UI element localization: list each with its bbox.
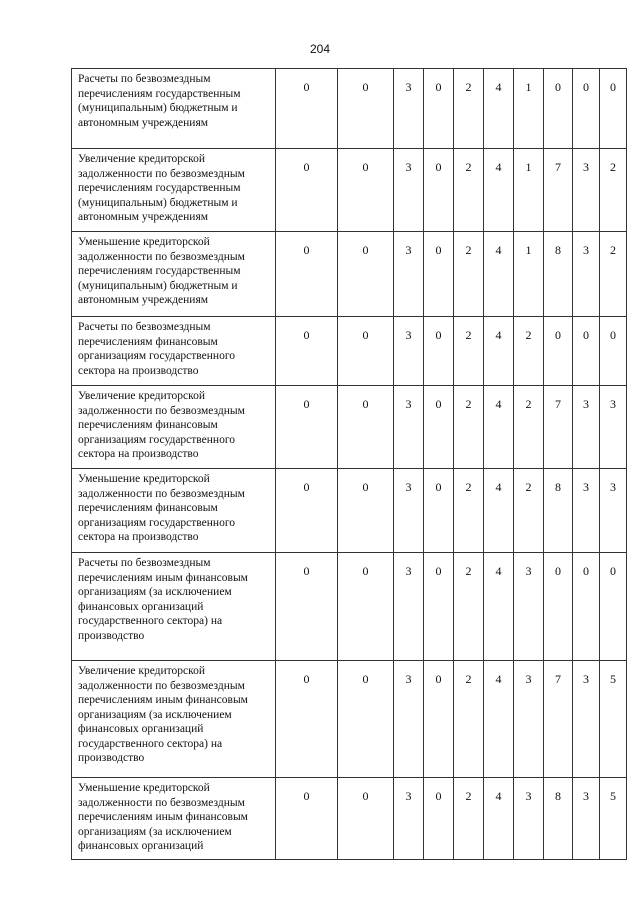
code-digit: 7 — [544, 661, 573, 778]
code-digit: 4 — [484, 661, 514, 778]
table-row — [72, 317, 627, 386]
table-row — [72, 469, 627, 553]
code-digit: 0 — [424, 661, 454, 778]
code-digit: 0 — [600, 69, 627, 149]
code-digit: 0 — [338, 469, 394, 553]
code-digit: 3 — [394, 69, 424, 149]
code-digit: 0 — [600, 317, 627, 386]
code-digit: 3 — [514, 553, 544, 661]
code-digit: 0 — [338, 386, 394, 469]
code-digit: 3 — [573, 661, 600, 778]
code-digit: 0 — [276, 553, 338, 661]
code-digit: 0 — [573, 69, 600, 149]
code-digit: 0 — [424, 778, 454, 860]
code-digit: 3 — [394, 317, 424, 386]
code-digit: 2 — [600, 232, 627, 317]
code-digit: 0 — [338, 553, 394, 661]
code-digit: 3 — [573, 778, 600, 860]
code-digit: 0 — [338, 317, 394, 386]
code-digit: 8 — [544, 232, 573, 317]
code-digit: 3 — [394, 149, 424, 232]
code-digit: 3 — [600, 386, 627, 469]
code-digit: 2 — [454, 317, 484, 386]
code-digit: 0 — [276, 69, 338, 149]
code-digit: 4 — [484, 553, 514, 661]
code-digit: 0 — [424, 386, 454, 469]
code-digit: 0 — [573, 317, 600, 386]
row-label: Расчеты по безвозмездным перечислениям государственным (муниципальным) бюджетным и автономным учреждениям — [72, 69, 276, 149]
table-row — [72, 661, 627, 778]
code-digit: 2 — [454, 386, 484, 469]
table-row — [72, 232, 627, 317]
code-digit: 3 — [573, 469, 600, 553]
code-digit: 7 — [544, 149, 573, 232]
code-digit: 4 — [484, 317, 514, 386]
row-label: Увеличение кредиторской задолженности по безвозмездным перечислениям государственным (муниципальным) бюджетным и автономным учреждениям — [72, 149, 276, 232]
code-digit: 0 — [276, 232, 338, 317]
table-row — [72, 778, 627, 860]
code-digit: 4 — [484, 232, 514, 317]
code-digit: 4 — [484, 778, 514, 860]
code-digit: 0 — [424, 232, 454, 317]
code-digit: 3 — [600, 469, 627, 553]
code-digit: 3 — [394, 778, 424, 860]
code-digit: 8 — [544, 778, 573, 860]
code-digit: 1 — [514, 69, 544, 149]
code-digit: 3 — [394, 386, 424, 469]
code-digit: 0 — [424, 469, 454, 553]
table-row — [72, 149, 627, 232]
code-digit: 5 — [600, 778, 627, 860]
code-digit: 0 — [544, 553, 573, 661]
code-digit: 3 — [394, 469, 424, 553]
row-label: Увеличение кредиторской задолженности по безвозмездным перечислениям иным финансовым организациям (за исключением финансовых организаций государственного сектора) на производство — [72, 661, 276, 778]
code-digit: 0 — [573, 553, 600, 661]
code-digit: 3 — [573, 232, 600, 317]
code-digit: 0 — [276, 778, 338, 860]
row-label: Уменьшение кредиторской задолженности по безвозмездным перечислениям иным финансовым организациям (за исключением финансовых организаций — [72, 778, 276, 860]
table-row — [72, 386, 627, 469]
code-digit: 7 — [544, 386, 573, 469]
table-row — [72, 553, 627, 661]
code-digit: 0 — [276, 386, 338, 469]
code-digit: 0 — [600, 553, 627, 661]
code-digit: 2 — [454, 149, 484, 232]
code-digit: 4 — [484, 386, 514, 469]
row-label: Уменьшение кредиторской задолженности по безвозмездным перечислениям государственным (муниципальным) бюджетным и автономным учреждениям — [72, 232, 276, 317]
code-digit: 2 — [454, 469, 484, 553]
code-digit: 1 — [514, 149, 544, 232]
code-digit: 0 — [424, 69, 454, 149]
code-digit: 3 — [573, 149, 600, 232]
code-digit: 0 — [276, 661, 338, 778]
code-digit: 0 — [424, 149, 454, 232]
code-digit: 3 — [514, 661, 544, 778]
code-digit: 2 — [454, 553, 484, 661]
code-digit: 2 — [454, 232, 484, 317]
account-code-table — [71, 68, 627, 860]
code-digit: 2 — [454, 69, 484, 149]
code-digit: 0 — [276, 469, 338, 553]
code-digit: 1 — [514, 232, 544, 317]
row-label: Расчеты по безвозмездным перечислениям иным финансовым организациям (за исключением финансовых организаций государственного сектора) на производство — [72, 553, 276, 661]
code-digit: 2 — [514, 317, 544, 386]
code-digit: 2 — [600, 149, 627, 232]
code-digit: 2 — [514, 469, 544, 553]
code-digit: 0 — [424, 317, 454, 386]
code-digit: 0 — [424, 553, 454, 661]
code-digit: 2 — [514, 386, 544, 469]
code-digit: 0 — [338, 661, 394, 778]
code-digit: 0 — [276, 317, 338, 386]
code-digit: 4 — [484, 469, 514, 553]
code-digit: 0 — [276, 149, 338, 232]
code-digit: 8 — [544, 469, 573, 553]
code-digit: 3 — [394, 232, 424, 317]
table-row — [72, 69, 627, 149]
row-label: Увеличение кредиторской задолженности по безвозмездным перечислениям финансовым организациям государственного сектора на производство — [72, 386, 276, 469]
code-digit: 3 — [514, 778, 544, 860]
code-digit: 0 — [338, 149, 394, 232]
code-digit: 5 — [600, 661, 627, 778]
code-digit: 0 — [338, 232, 394, 317]
row-label: Уменьшение кредиторской задолженности по безвозмездным перечислениям финансовым организациям государственного сектора на производство — [72, 469, 276, 553]
row-label: Расчеты по безвозмездным перечислениям финансовым организациям государственного сектора на производство — [72, 317, 276, 386]
code-digit: 3 — [394, 661, 424, 778]
code-digit: 3 — [394, 553, 424, 661]
code-digit: 2 — [454, 778, 484, 860]
code-digit: 0 — [544, 317, 573, 386]
code-digit: 4 — [484, 69, 514, 149]
code-digit: 0 — [338, 778, 394, 860]
page-number: 204 — [309, 42, 331, 56]
code-digit: 3 — [573, 386, 600, 469]
code-digit: 0 — [338, 69, 394, 149]
code-digit: 4 — [484, 149, 514, 232]
code-digit: 0 — [544, 69, 573, 149]
code-digit: 2 — [454, 661, 484, 778]
